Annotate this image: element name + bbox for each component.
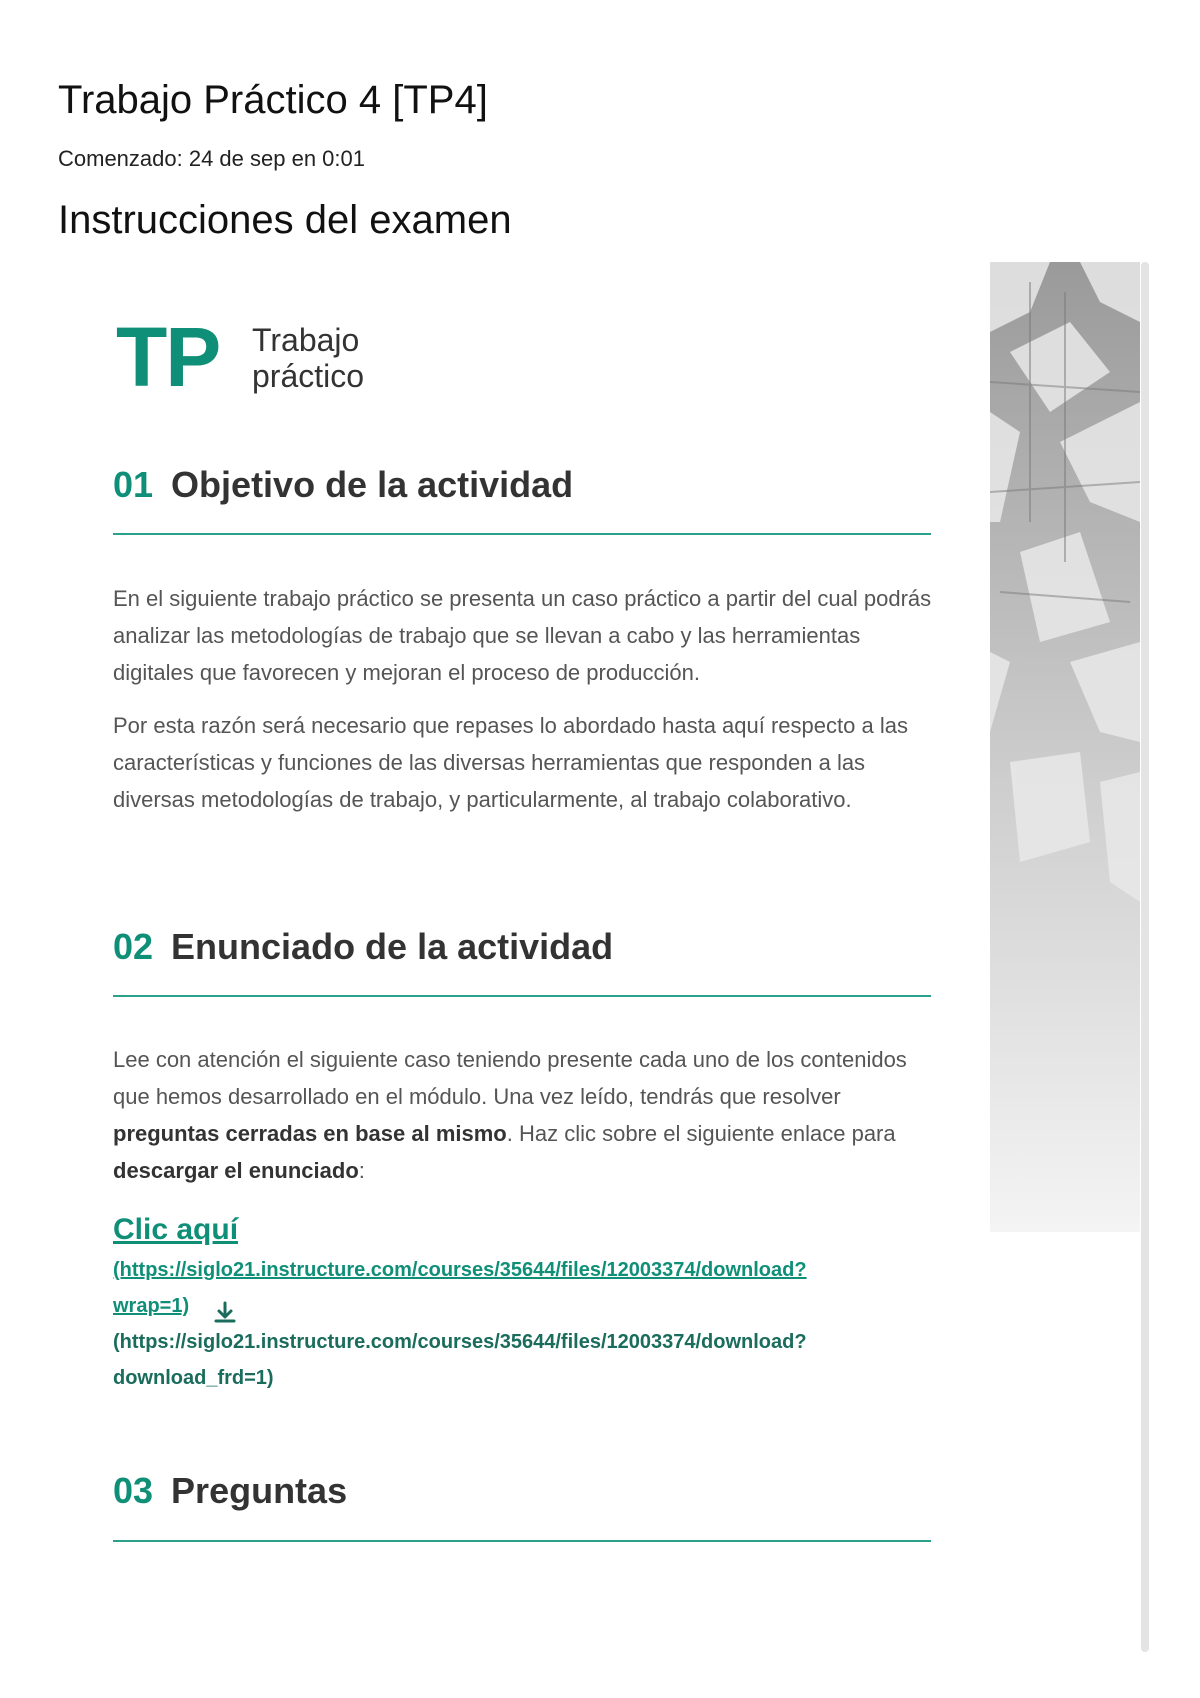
statement-paragraph bbox=[113, 1041, 933, 1189]
logo-mark: TP bbox=[116, 310, 220, 404]
section-02-heading bbox=[113, 924, 931, 970]
instructions-title: Instrucciones del examen bbox=[58, 198, 512, 242]
logo-text bbox=[252, 322, 364, 394]
bold-text-part: preguntas cerradas en base al mismo bbox=[113, 1121, 507, 1146]
objective-paragraph-2: Por esta razón será necesario que repases lo abordado hasta aquí respecto a las características y funciones de las diversas herramientas que responden a las diversas metodologías de trabajo, y particularmente, al trabajo colaborativo. bbox=[113, 713, 908, 812]
section-number: 01 bbox=[113, 464, 154, 505]
section-03-heading bbox=[113, 1468, 931, 1514]
logo-line-2: práctico bbox=[252, 358, 365, 394]
link-url-1-line-1[interactable]: (https://siglo21.instructure.com/courses/35644/files/12003374/download? bbox=[113, 1259, 807, 1281]
decorative-architecture-image bbox=[990, 262, 1140, 1232]
download-icon[interactable] bbox=[212, 1300, 238, 1326]
section-title: Objetivo de la actividad bbox=[171, 464, 574, 505]
text-part: . Haz clic sobre el siguiente enlace para bbox=[506, 1121, 896, 1146]
scrollbar-thumb[interactable] bbox=[1141, 262, 1149, 1652]
link-url-2-line-1[interactable]: (https://siglo21.instructure.com/courses/35644/files/12003374/download? bbox=[113, 1331, 807, 1353]
section-title: Preguntas bbox=[171, 1470, 348, 1511]
section-divider bbox=[113, 995, 931, 997]
text-part: : bbox=[358, 1158, 365, 1183]
page-title: Trabajo Práctico 4 [TP4] bbox=[58, 78, 488, 122]
link-url-1-line-2[interactable]: wrap=1) bbox=[113, 1295, 190, 1317]
section-title: Enunciado de la actividad bbox=[171, 926, 614, 967]
objective-paragraph-1: En el siguiente trabajo práctico se presenta un caso práctico a partir del cual podrás analizar las metodologías de trabajo que se llevan a cabo y las herramientas digitales que favorecen y mejoran el proceso de producción. bbox=[113, 586, 932, 685]
started-timestamp: Comenzado: 24 de sep en 0:01 bbox=[58, 146, 366, 171]
section-number: 03 bbox=[113, 1470, 154, 1511]
text-part: Lee con atención el siguiente caso teniendo presente cada uno de los contenidos que hemos desarrollado en el módulo. Una vez leído, tendrás que resolver bbox=[113, 1047, 907, 1109]
section-divider bbox=[113, 1540, 931, 1542]
section-divider bbox=[113, 533, 931, 535]
section-01-heading bbox=[113, 462, 931, 508]
download-statement-link[interactable]: Clic aquí bbox=[113, 1213, 239, 1246]
logo-line-1: Trabajo bbox=[252, 322, 360, 358]
page-scrollbar[interactable] bbox=[1141, 262, 1149, 1652]
tp-logo bbox=[116, 310, 416, 404]
bold-text-part: descargar el enunciado bbox=[113, 1158, 359, 1183]
section-number: 02 bbox=[113, 926, 154, 967]
link-url-2-line-2[interactable]: download_frd=1) bbox=[113, 1367, 274, 1389]
